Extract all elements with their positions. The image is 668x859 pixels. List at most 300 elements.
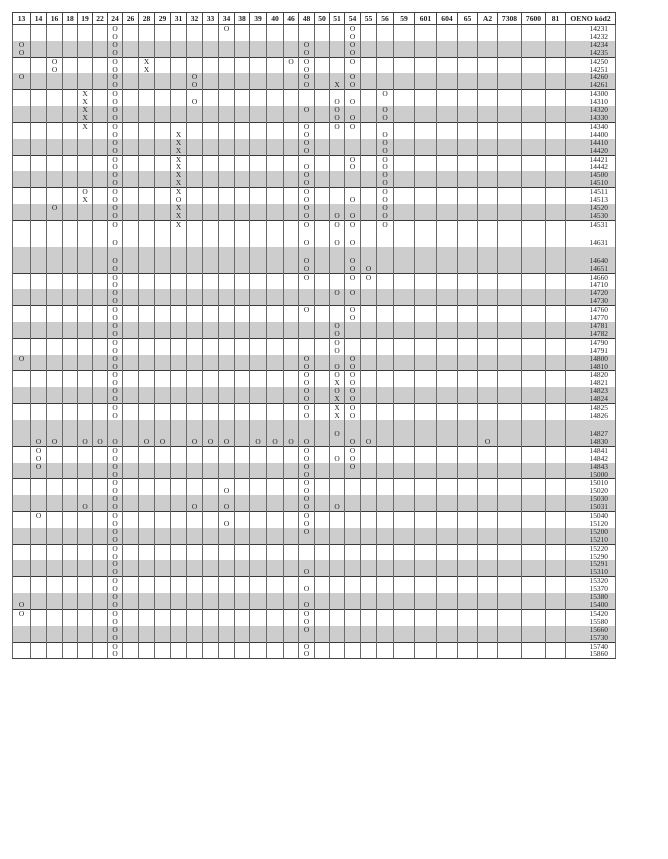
cell-29 bbox=[155, 131, 171, 139]
cell-56 bbox=[377, 41, 394, 49]
table-row bbox=[13, 577, 616, 585]
cell-55 bbox=[361, 57, 377, 65]
oeno-code-cell: 14842 bbox=[566, 455, 616, 463]
cell-601 bbox=[415, 98, 437, 106]
cell-29 bbox=[155, 155, 171, 163]
cell-38 bbox=[235, 626, 250, 634]
cell-39 bbox=[250, 650, 267, 658]
cell-56 bbox=[377, 395, 394, 403]
cell-24: O bbox=[108, 114, 123, 122]
cell-38 bbox=[235, 355, 250, 363]
cell-13 bbox=[13, 363, 31, 371]
cell-24: O bbox=[108, 41, 123, 49]
cell-51 bbox=[330, 471, 345, 479]
cell-48 bbox=[299, 577, 315, 585]
cell-26 bbox=[123, 155, 139, 163]
cell-24: O bbox=[108, 626, 123, 634]
cell-59 bbox=[394, 471, 415, 479]
cell-7600 bbox=[522, 650, 546, 658]
cell-601 bbox=[415, 503, 437, 511]
cell-48 bbox=[299, 297, 315, 305]
cell-22 bbox=[93, 544, 108, 552]
cell-56 bbox=[377, 420, 394, 438]
cell-33 bbox=[203, 247, 219, 265]
cell-604 bbox=[437, 33, 458, 41]
cell-22 bbox=[93, 25, 108, 33]
cell-50 bbox=[315, 601, 330, 609]
cell-50 bbox=[315, 642, 330, 650]
cell-46 bbox=[284, 495, 299, 503]
cell-56 bbox=[377, 33, 394, 41]
cell-604 bbox=[437, 363, 458, 371]
cell-65 bbox=[458, 495, 478, 503]
oeno-code-cell: 15291 bbox=[566, 560, 616, 568]
cell-34 bbox=[219, 626, 235, 634]
cell-601 bbox=[415, 330, 437, 338]
cell-A2 bbox=[478, 281, 498, 289]
cell-59 bbox=[394, 73, 415, 81]
oeno-code-cell: 14825 bbox=[566, 404, 616, 412]
cell-33 bbox=[203, 626, 219, 634]
cell-51 bbox=[330, 25, 345, 33]
cell-40 bbox=[267, 642, 284, 650]
table-row bbox=[13, 338, 616, 346]
cell-26 bbox=[123, 188, 139, 196]
cell-604 bbox=[437, 247, 458, 265]
cell-50 bbox=[315, 446, 330, 454]
cell-31 bbox=[171, 528, 187, 536]
cell-51 bbox=[330, 642, 345, 650]
cell-48: O bbox=[299, 512, 315, 520]
cell-29 bbox=[155, 520, 171, 528]
cell-32 bbox=[187, 479, 203, 487]
cell-65 bbox=[458, 528, 478, 536]
cell-14 bbox=[31, 634, 47, 642]
cell-48: O bbox=[299, 503, 315, 511]
cell-7308 bbox=[498, 330, 522, 338]
cell-14 bbox=[31, 528, 47, 536]
cell-14 bbox=[31, 147, 47, 155]
cell-604 bbox=[437, 188, 458, 196]
cell-32 bbox=[187, 281, 203, 289]
cell-33 bbox=[203, 106, 219, 114]
cell-26 bbox=[123, 131, 139, 139]
cell-38 bbox=[235, 131, 250, 139]
cell-29 bbox=[155, 41, 171, 49]
cell-19 bbox=[78, 642, 93, 650]
cell-14 bbox=[31, 155, 47, 163]
cell-46 bbox=[284, 41, 299, 49]
cell-38 bbox=[235, 57, 250, 65]
cell-32 bbox=[187, 220, 203, 228]
cell-19 bbox=[78, 163, 93, 171]
cell-46 bbox=[284, 404, 299, 412]
cell-32 bbox=[187, 273, 203, 281]
cell-29 bbox=[155, 147, 171, 155]
cell-51 bbox=[330, 306, 345, 314]
cell-51 bbox=[330, 273, 345, 281]
cell-34 bbox=[219, 495, 235, 503]
cell-50 bbox=[315, 314, 330, 322]
oeno-code-cell: 15010 bbox=[566, 479, 616, 487]
cell-16 bbox=[47, 171, 63, 179]
cell-13 bbox=[13, 528, 31, 536]
cell-33 bbox=[203, 25, 219, 33]
cell-A2 bbox=[478, 297, 498, 305]
cell-14 bbox=[31, 212, 47, 220]
cell-46 bbox=[284, 536, 299, 544]
cell-39 bbox=[250, 330, 267, 338]
cell-A2 bbox=[478, 560, 498, 568]
cell-601 bbox=[415, 528, 437, 536]
cell-59 bbox=[394, 106, 415, 114]
cell-16 bbox=[47, 503, 63, 511]
cell-81 bbox=[546, 387, 566, 395]
cell-32 bbox=[187, 585, 203, 593]
cell-22 bbox=[93, 179, 108, 187]
cell-16 bbox=[47, 528, 63, 536]
cell-22 bbox=[93, 634, 108, 642]
cell-38 bbox=[235, 512, 250, 520]
cell-16 bbox=[47, 560, 63, 568]
cell-A2 bbox=[478, 273, 498, 281]
cell-40 bbox=[267, 297, 284, 305]
cell-A2 bbox=[478, 289, 498, 297]
cell-39 bbox=[250, 220, 267, 228]
cell-18 bbox=[63, 395, 78, 403]
cell-13 bbox=[13, 139, 31, 147]
cell-22 bbox=[93, 139, 108, 147]
cell-16 bbox=[47, 322, 63, 330]
cell-604 bbox=[437, 609, 458, 617]
cell-19 bbox=[78, 601, 93, 609]
cell-16 bbox=[47, 265, 63, 273]
cell-7600 bbox=[522, 322, 546, 330]
cell-19: O bbox=[78, 188, 93, 196]
cell-24: O bbox=[108, 66, 123, 74]
oeno-code-cell: 15860 bbox=[566, 650, 616, 658]
cell-38 bbox=[235, 363, 250, 371]
cell-29 bbox=[155, 650, 171, 658]
oeno-code-cell: 14340 bbox=[566, 122, 616, 130]
cell-51 bbox=[330, 634, 345, 642]
cell-32: O bbox=[187, 438, 203, 446]
cell-56 bbox=[377, 330, 394, 338]
cell-33 bbox=[203, 322, 219, 330]
cell-28 bbox=[139, 412, 155, 420]
cell-7308 bbox=[498, 171, 522, 179]
cell-33 bbox=[203, 297, 219, 305]
cell-22 bbox=[93, 147, 108, 155]
cell-39 bbox=[250, 281, 267, 289]
cell-7600 bbox=[522, 455, 546, 463]
cell-32 bbox=[187, 196, 203, 204]
cell-50 bbox=[315, 98, 330, 106]
cell-31: X bbox=[171, 188, 187, 196]
cell-26 bbox=[123, 642, 139, 650]
cell-51: O bbox=[330, 114, 345, 122]
cell-A2 bbox=[478, 553, 498, 561]
cell-33 bbox=[203, 495, 219, 503]
cell-34 bbox=[219, 642, 235, 650]
cell-51: O bbox=[330, 212, 345, 220]
cell-81 bbox=[546, 560, 566, 568]
cell-A2 bbox=[478, 503, 498, 511]
table-row bbox=[13, 289, 616, 297]
cell-A2: O bbox=[478, 438, 498, 446]
cell-46 bbox=[284, 204, 299, 212]
cell-65 bbox=[458, 33, 478, 41]
cell-28 bbox=[139, 487, 155, 495]
cell-14 bbox=[31, 412, 47, 420]
cell-65 bbox=[458, 81, 478, 89]
cell-56 bbox=[377, 626, 394, 634]
cell-65 bbox=[458, 106, 478, 114]
cell-31 bbox=[171, 306, 187, 314]
cell-24: O bbox=[108, 247, 123, 265]
cell-A2 bbox=[478, 322, 498, 330]
cell-56 bbox=[377, 487, 394, 495]
cell-50 bbox=[315, 139, 330, 147]
cell-54: O bbox=[345, 81, 361, 89]
cell-26 bbox=[123, 196, 139, 204]
cell-13 bbox=[13, 438, 31, 446]
cell-51 bbox=[330, 90, 345, 98]
table-row bbox=[13, 212, 616, 220]
cell-33 bbox=[203, 155, 219, 163]
cell-7308 bbox=[498, 404, 522, 412]
cell-40 bbox=[267, 147, 284, 155]
cell-55 bbox=[361, 188, 377, 196]
table-row bbox=[13, 363, 616, 371]
cell-601 bbox=[415, 106, 437, 114]
cell-7308 bbox=[498, 528, 522, 536]
table-row bbox=[13, 188, 616, 196]
cell-51 bbox=[330, 49, 345, 57]
cell-54: O bbox=[345, 114, 361, 122]
cell-56 bbox=[377, 404, 394, 412]
cell-16 bbox=[47, 338, 63, 346]
cell-38 bbox=[235, 81, 250, 89]
cell-34 bbox=[219, 171, 235, 179]
cell-46: O bbox=[284, 438, 299, 446]
cell-40 bbox=[267, 306, 284, 314]
cell-7308 bbox=[498, 634, 522, 642]
cell-7600 bbox=[522, 306, 546, 314]
cell-65 bbox=[458, 642, 478, 650]
cell-50 bbox=[315, 371, 330, 379]
cell-34 bbox=[219, 568, 235, 576]
header-col-601: 601 bbox=[415, 13, 437, 25]
cell-31 bbox=[171, 289, 187, 297]
cell-50 bbox=[315, 90, 330, 98]
cell-7600 bbox=[522, 512, 546, 520]
cell-50 bbox=[315, 577, 330, 585]
cell-7308 bbox=[498, 650, 522, 658]
cell-54 bbox=[345, 330, 361, 338]
cell-56: O bbox=[377, 139, 394, 147]
cell-14 bbox=[31, 114, 47, 122]
cell-16 bbox=[47, 114, 63, 122]
cell-18 bbox=[63, 371, 78, 379]
cell-601 bbox=[415, 626, 437, 634]
cell-51 bbox=[330, 131, 345, 139]
cell-26 bbox=[123, 338, 139, 346]
cell-81 bbox=[546, 553, 566, 561]
cell-7600 bbox=[522, 330, 546, 338]
cell-14 bbox=[31, 536, 47, 544]
cell-24: O bbox=[108, 650, 123, 658]
cell-28 bbox=[139, 297, 155, 305]
cell-32 bbox=[187, 297, 203, 305]
cell-7600 bbox=[522, 520, 546, 528]
cell-16 bbox=[47, 585, 63, 593]
cell-39 bbox=[250, 446, 267, 454]
cell-39 bbox=[250, 131, 267, 139]
cell-7308 bbox=[498, 395, 522, 403]
cell-16 bbox=[47, 212, 63, 220]
cell-31 bbox=[171, 463, 187, 471]
cell-48 bbox=[299, 330, 315, 338]
cell-32 bbox=[187, 593, 203, 601]
cell-28 bbox=[139, 306, 155, 314]
cell-48: O bbox=[299, 479, 315, 487]
cell-26 bbox=[123, 520, 139, 528]
oeno-code-matrix-table bbox=[12, 12, 616, 659]
cell-7308 bbox=[498, 155, 522, 163]
cell-51: X bbox=[330, 81, 345, 89]
cell-59 bbox=[394, 536, 415, 544]
cell-40 bbox=[267, 229, 284, 247]
cell-13 bbox=[13, 536, 31, 544]
cell-22 bbox=[93, 446, 108, 454]
cell-A2 bbox=[478, 81, 498, 89]
cell-55 bbox=[361, 528, 377, 536]
cell-7308 bbox=[498, 196, 522, 204]
cell-46 bbox=[284, 163, 299, 171]
cell-7600 bbox=[522, 642, 546, 650]
cell-55 bbox=[361, 306, 377, 314]
cell-18 bbox=[63, 471, 78, 479]
cell-604 bbox=[437, 553, 458, 561]
cell-604 bbox=[437, 98, 458, 106]
cell-56: O bbox=[377, 155, 394, 163]
cell-18 bbox=[63, 338, 78, 346]
cell-13 bbox=[13, 25, 31, 33]
cell-601 bbox=[415, 355, 437, 363]
cell-56 bbox=[377, 585, 394, 593]
cell-54: O bbox=[345, 196, 361, 204]
cell-29 bbox=[155, 139, 171, 147]
cell-55 bbox=[361, 512, 377, 520]
cell-65 bbox=[458, 355, 478, 363]
cell-24: O bbox=[108, 314, 123, 322]
cell-65 bbox=[458, 446, 478, 454]
cell-81 bbox=[546, 247, 566, 265]
cell-51 bbox=[330, 204, 345, 212]
oeno-code-cell: 15040 bbox=[566, 512, 616, 520]
cell-31: X bbox=[171, 131, 187, 139]
cell-34 bbox=[219, 73, 235, 81]
cell-50 bbox=[315, 479, 330, 487]
oeno-code-cell: 14511 bbox=[566, 188, 616, 196]
cell-39 bbox=[250, 314, 267, 322]
cell-29 bbox=[155, 568, 171, 576]
cell-19: X bbox=[78, 122, 93, 130]
cell-65 bbox=[458, 601, 478, 609]
cell-38 bbox=[235, 273, 250, 281]
cell-48: O bbox=[299, 395, 315, 403]
oeno-code-cell: 14500 bbox=[566, 171, 616, 179]
cell-40 bbox=[267, 289, 284, 297]
cell-19 bbox=[78, 487, 93, 495]
cell-46 bbox=[284, 273, 299, 281]
cell-40: O bbox=[267, 438, 284, 446]
cell-24: O bbox=[108, 289, 123, 297]
cell-28 bbox=[139, 446, 155, 454]
cell-34: O bbox=[219, 520, 235, 528]
cell-29 bbox=[155, 528, 171, 536]
cell-A2 bbox=[478, 395, 498, 403]
cell-59 bbox=[394, 25, 415, 33]
cell-48: O bbox=[299, 495, 315, 503]
cell-14 bbox=[31, 122, 47, 130]
cell-13 bbox=[13, 188, 31, 196]
table-row bbox=[13, 57, 616, 65]
cell-24: O bbox=[108, 265, 123, 273]
table-row bbox=[13, 487, 616, 495]
cell-18 bbox=[63, 155, 78, 163]
cell-54 bbox=[345, 90, 361, 98]
cell-19 bbox=[78, 404, 93, 412]
cell-22 bbox=[93, 626, 108, 634]
cell-28 bbox=[139, 33, 155, 41]
cell-604 bbox=[437, 528, 458, 536]
cell-7308 bbox=[498, 114, 522, 122]
cell-18 bbox=[63, 147, 78, 155]
cell-81 bbox=[546, 479, 566, 487]
cell-24: O bbox=[108, 306, 123, 314]
cell-81 bbox=[546, 281, 566, 289]
cell-39 bbox=[250, 322, 267, 330]
cell-51 bbox=[330, 577, 345, 585]
cell-48: O bbox=[299, 446, 315, 454]
cell-A2 bbox=[478, 212, 498, 220]
cell-18 bbox=[63, 553, 78, 561]
cell-55 bbox=[361, 395, 377, 403]
header-oeno-code: OENO kód2 bbox=[566, 13, 616, 25]
cell-34 bbox=[219, 212, 235, 220]
cell-7308 bbox=[498, 553, 522, 561]
cell-81 bbox=[546, 471, 566, 479]
cell-604 bbox=[437, 593, 458, 601]
cell-13: O bbox=[13, 601, 31, 609]
cell-601 bbox=[415, 49, 437, 57]
cell-7600 bbox=[522, 553, 546, 561]
cell-81 bbox=[546, 593, 566, 601]
oeno-code-cell: 14261 bbox=[566, 81, 616, 89]
oeno-code-cell: 15031 bbox=[566, 503, 616, 511]
cell-48: O bbox=[299, 404, 315, 412]
cell-7308 bbox=[498, 520, 522, 528]
cell-7308 bbox=[498, 544, 522, 552]
cell-39 bbox=[250, 404, 267, 412]
cell-48: O bbox=[299, 471, 315, 479]
cell-51 bbox=[330, 139, 345, 147]
cell-56 bbox=[377, 379, 394, 387]
cell-33 bbox=[203, 163, 219, 171]
cell-22 bbox=[93, 314, 108, 322]
